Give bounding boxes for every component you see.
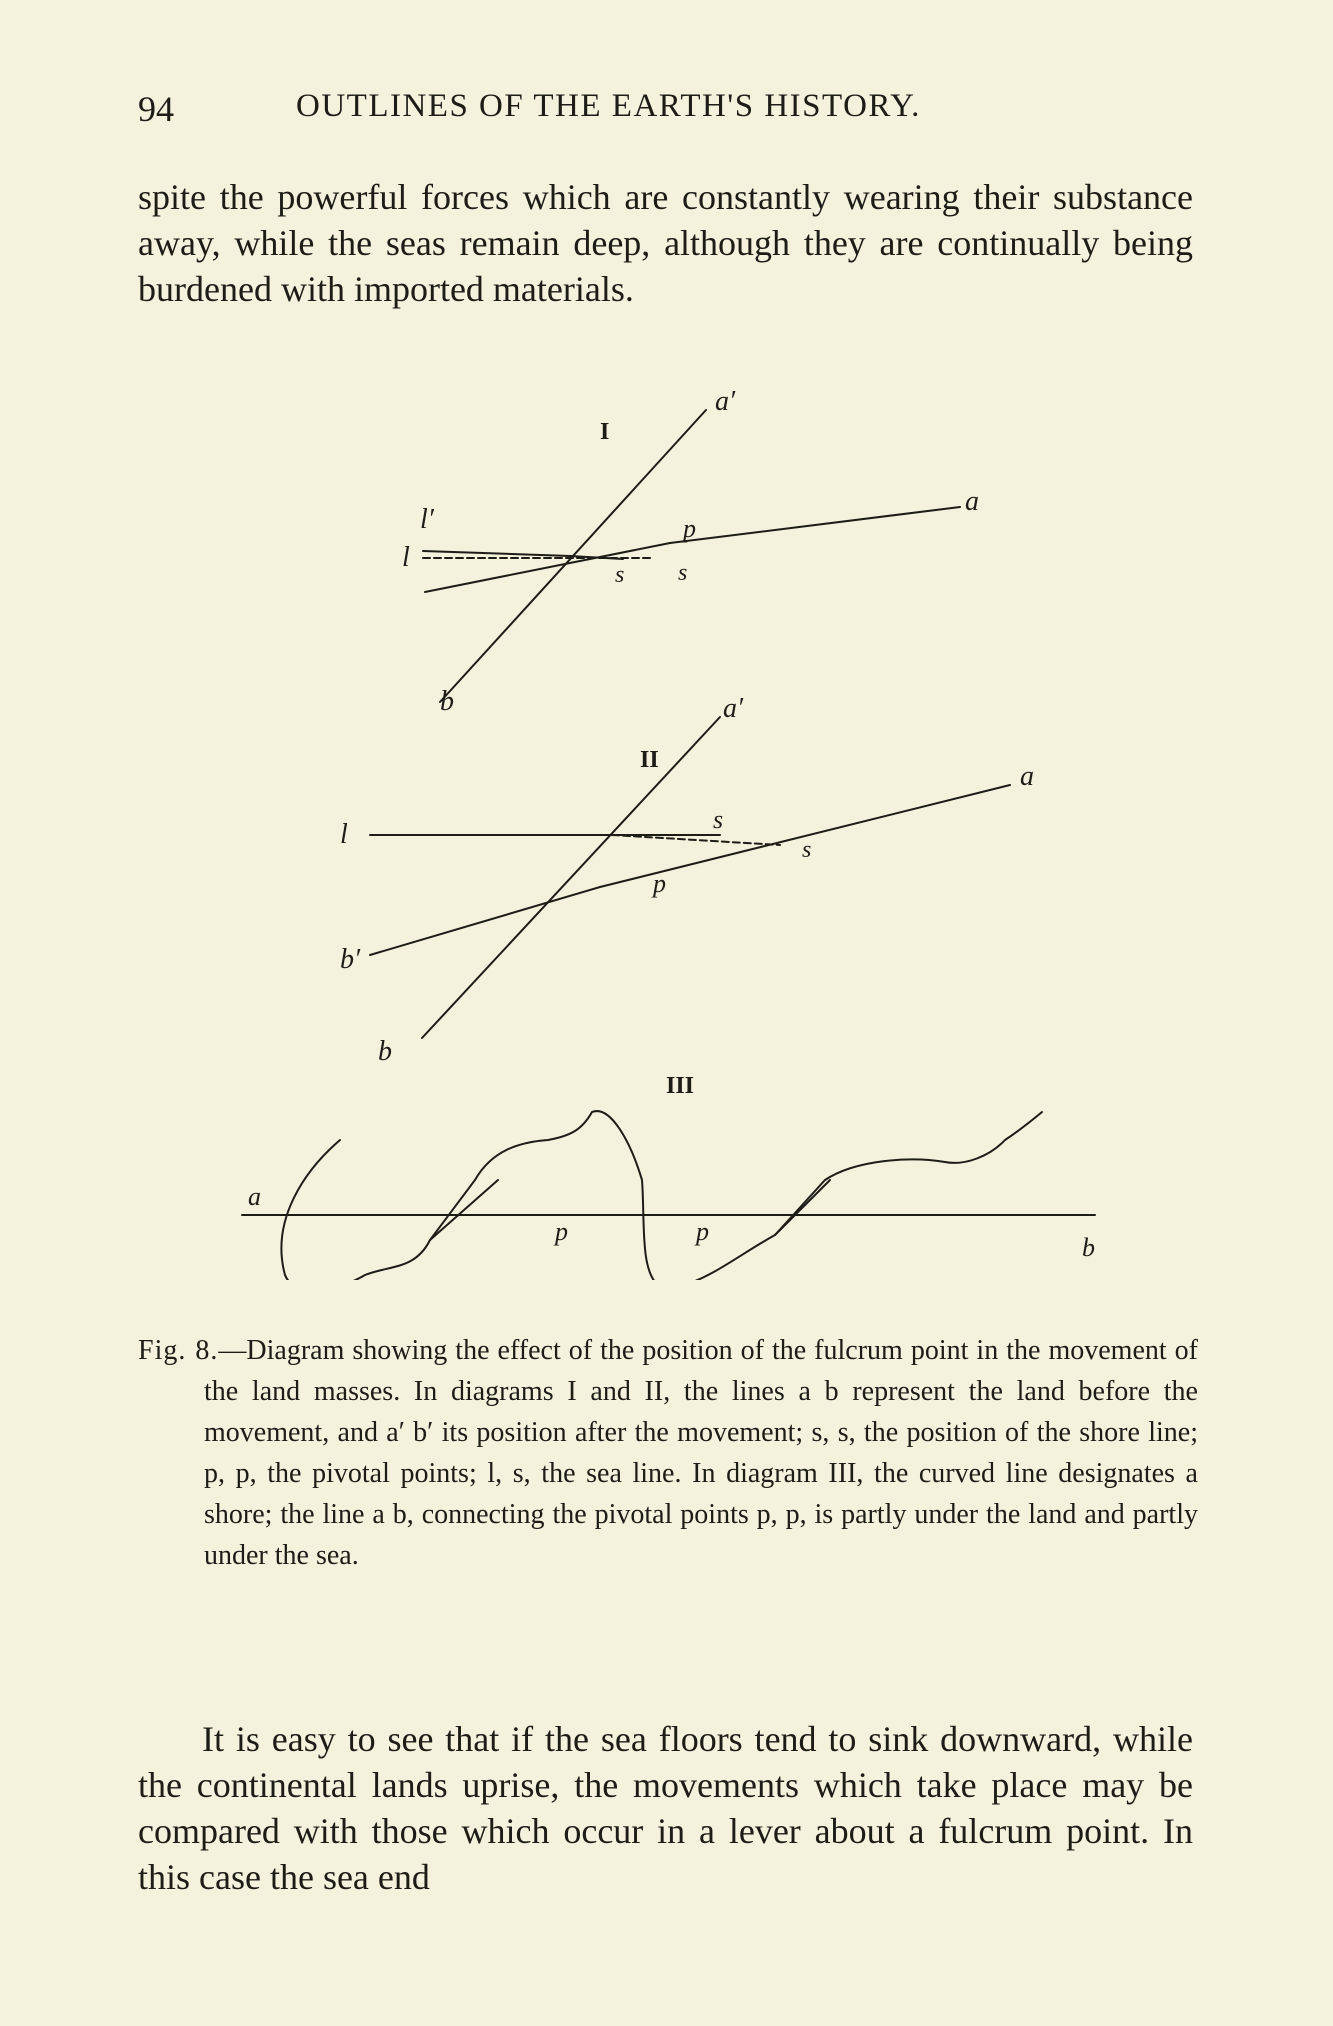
page-number: 94 — [138, 89, 174, 129]
diagram-3-lines — [242, 1111, 1095, 1280]
diagram-1-label-a: a — [965, 486, 979, 517]
diagram-2-numeral: II — [640, 747, 659, 773]
diagram-2-label-s2: s — [802, 837, 812, 863]
diagram-3-label-b: b — [1082, 1233, 1095, 1262]
paragraph-bottom: It is easy to see that if the sea floors tend to sink downward, while the continental lands uprise, the movements which take place may be compared with those which occur in a lever about a fulcrum point. In this case the sea end — [138, 1719, 1193, 1897]
diagram-1-label-l: l — [402, 542, 410, 573]
diagram-2-label-l: l — [340, 819, 348, 850]
diagram-2-label-b-prime: b′ — [340, 944, 361, 975]
diagram-1-label-p: p — [683, 514, 696, 543]
paragraph-top: spite the powerful forces which are constantly wearing their substance away, while the seas remain deep, although they are continually being burdened with imported materials. — [138, 177, 1193, 309]
diagram-3-label-a: a — [248, 1182, 261, 1211]
diagram-2-label-s1: s — [713, 805, 724, 834]
diagram-1-label-b: b — [440, 686, 454, 717]
diagram-1-label-a-prime: a′ — [715, 386, 736, 417]
figure-svg — [230, 380, 1110, 1280]
caption-fig-label: Fig. 8. — [138, 1335, 219, 1366]
diagram-1-label-l-prime: l′ — [420, 504, 434, 535]
diagram-1-numeral: I — [600, 419, 610, 445]
running-head — [138, 88, 1198, 138]
diagram-1-label-s1: s — [615, 562, 625, 588]
figure-caption — [138, 1330, 1198, 1576]
diagram-2-lines — [370, 717, 1010, 1038]
diagram-2-label-a: a — [1020, 761, 1034, 792]
diagram-2-label-a-prime: a′ — [723, 693, 744, 724]
diagram-3-label-p1: p — [555, 1217, 568, 1246]
diagram-2-label-b: b — [378, 1036, 392, 1067]
diagram-1-label-s2: s — [678, 560, 688, 586]
diagram-3-numeral: III — [666, 1073, 695, 1099]
diagram-2-label-p: p — [653, 869, 666, 898]
caption-text: —Diagram showing the effect of the position of the fulcrum point in the movement of the land masses. In diagrams I and II, the lines a b represent the land before the movement, and a′ b′ its position after the movement; s, s, the position of the shore line; p, p, the pivotal points; l, s, the sea line. In diagram III, the curved line designates a shore; the line a b, connecting the pivotal points p, p, is partly under the land and partly under the sea. — [204, 1335, 1199, 1571]
figure-8-diagram — [230, 380, 1110, 1280]
diagram-3-label-p2: p — [696, 1217, 709, 1246]
running-title: OUTLINES OF THE EARTH'S HISTORY. — [296, 88, 921, 124]
diagram-1-lines — [423, 410, 960, 702]
